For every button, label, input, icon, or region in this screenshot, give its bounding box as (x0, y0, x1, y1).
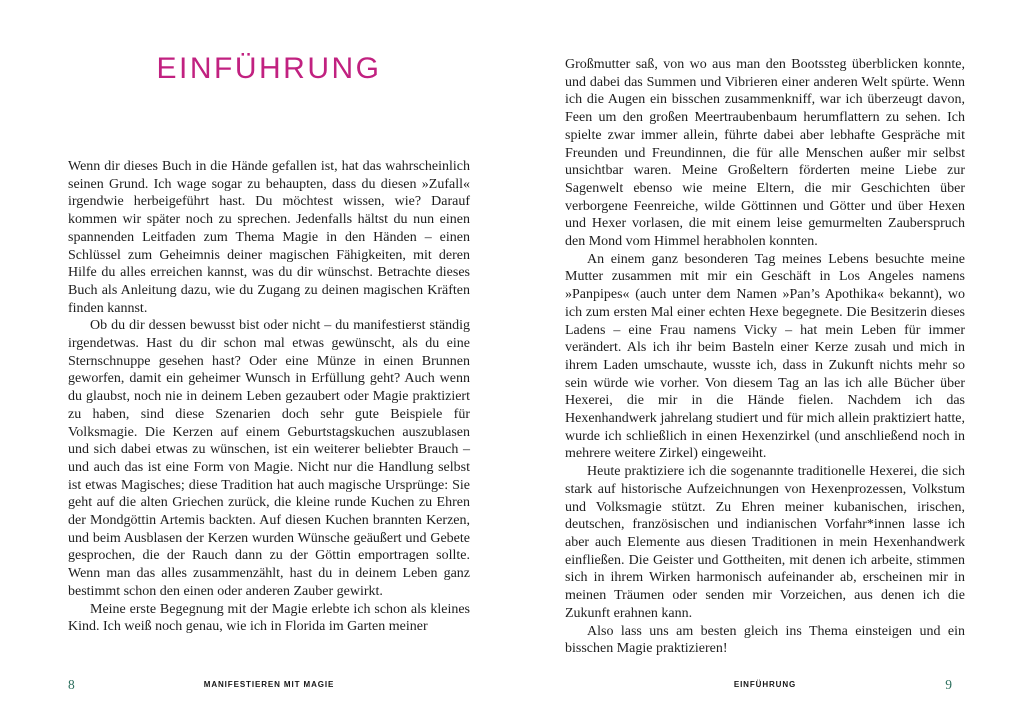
paragraph: Großmutter saß, von wo aus man den Bootssteg überblicken konnte, und dabei das Summen und Vibrieren einer anderen Welt spürte. Wenn ich die Augen ein bisschen zusammenkniff, war ich überzeugt davon, Feen um den großen Meertraubenbaum herumflattern zu sehen. Ich spielte zwar immer allein, führte dabei aber lebhafte Gespräche mit Freunden und Freundinnen, die für alle Menschen außer mir selbst unsichtbar waren. Meine Großeltern förderten meine Liebe zur Sagenwelt ebenso wie meine Eltern, die mir Geschichten über verborgene Feenreiche, wilde Göttinnen und Götter und über Hexen und Hexer vorlasen, die mit einem leise gemurmelten Zauberspruch den Mond vom Himmel herabholen konnten. (565, 57, 965, 250)
right-page (565, 0, 965, 724)
running-title: MANIFESTIEREN MIT MAGIE (203, 680, 335, 689)
left-page-body (68, 158, 470, 636)
left-page-footer (68, 677, 470, 693)
right-page-body (565, 56, 965, 658)
paragraph: Wenn dir dieses Buch in die Hände gefallen ist, hat das wahrscheinlich seinen Grund. Ich wage sogar zu behaupten, dass du diesen »Zufall« irgendwie herbeigeführt hast. Du möchtest wissen, wie? Darauf kommen wir später noch zu sprechen. Jedenfalls hältst du nun einen spannenden Leitfaden zum Thema Magie in den Händen – einen Schlüssel zum Geheimnis deiner magischen Fähigkeiten, mit deren Hilfe du alles erreichen kannst, was du dir wünschst. Betrachte dieses Buch als Anleitung dazu, wie du Zugang zu deinen magischen Kräften finden kannst. (68, 159, 470, 316)
left-page (68, 0, 470, 724)
paragraph: Ob du dir dessen bewusst bist oder nicht – du manifestierst ständig irgendetwas. Hast du dir schon mal etwas gewünscht, als du eine Sternschnuppe gesehen hast? Oder eine Münze in einen Brunnen geworfen, damit ein geheimer Wunsch in Erfüllung geht? Auch wenn du glaubst, noch nie in deinem Leben gezaubert oder Magie praktiziert zu haben, sind diese Szenarien doch sehr gute Beispiele für Volksmagie. Die Kerzen auf einem Geburtstagskuchen auszublasen und sich dabei etwas zu wünschen, ist ein weiterer beliebter Brauch – und auch das ist eine Form von Magie. Nicht nur die Handlung selbst ist etwas Magisches; diese Tradition hat auch magische Ursprünge: Sie geht auf die alten Griechen zurück, die kleine runde Kuchen zu Ehren der Mondgöttin Artemis backten. Auf diesen Kuchen brannten Kerzen, und beim Ausblasen der Kerzen wurden Wünsche geäußert und Gebete gesprochen, die der Rauch dann zu der Göttin emportragen sollte. Wenn man das alles zusammenzählt, hast du in deinem Leben ganz bestimmt schon den einen oder anderen Zauber gewirkt. (68, 318, 470, 599)
chapter-title: EINFÜHRUNG (156, 52, 382, 85)
paragraph: Heute praktiziere ich die sogenannte traditionelle Hexerei, die sich stark auf historische Aufzeichnungen von Hexenprozessen, Volkstum und Volksmagie stützt. Zu Ehren meiner kubanischen, irischen, deutschen, französischen und indianischen Vorfahr*innen lasse ich aber auch Elemente aus diesen Traditionen in mein Hexenhandwerk einfließen. Die Geister und Gottheiten, mit denen ich arbeite, stimmen sich in ihrem Wirken harmonisch aufeinander ab, erscheinen mir in meinen Träumen oder senden mir Vorzeichen, aus denen ich die Zukunft erahnen kann. (565, 464, 965, 621)
paragraph: Meine erste Begegnung mit der Magie erlebte ich schon als kleines Kind. Ich weiß noch genau, wie ich in Florida im Garten meiner (68, 601, 470, 635)
page-number: 8 (68, 677, 75, 692)
running-title: EINFÜHRUNG (733, 680, 797, 689)
right-page-footer (565, 677, 965, 693)
paragraph: An einem ganz besonderen Tag meines Lebens besuchte meine Mutter zusammen mit mir ein Geschäft in Los Angeles namens »Panpipes« (auch unter dem Namen »Pan’s Apothika« bekannt), wo ich zum ersten Mal einer echten Hexe begegnete. Die Besitzerin dieses Ladens – eine Frau namens Vicky – hat mein Leben für immer verändert. Als ich ihr beim Basteln einer Kerze zusah und mich in ihrem Laden umschaute, wusste ich, dass in Zukunft nichts mehr so sein würde wie vorher. Von diesem Tag an las ich alle Bücher über Hexerei, die mir in die Hände fielen. Nachdem ich das Hexenhandwerk jahrelang studiert und für mich allein praktiziert hatte, wurde ich schließlich in einen Hexenzirkel (und anschließend noch in mehrere weitere Zirkel) eingeweiht. (565, 251, 965, 462)
paragraph: Also lass uns am besten gleich ins Thema einsteigen und ein bisschen Magie praktizieren! (565, 623, 965, 657)
page-number: 9 (945, 677, 952, 692)
